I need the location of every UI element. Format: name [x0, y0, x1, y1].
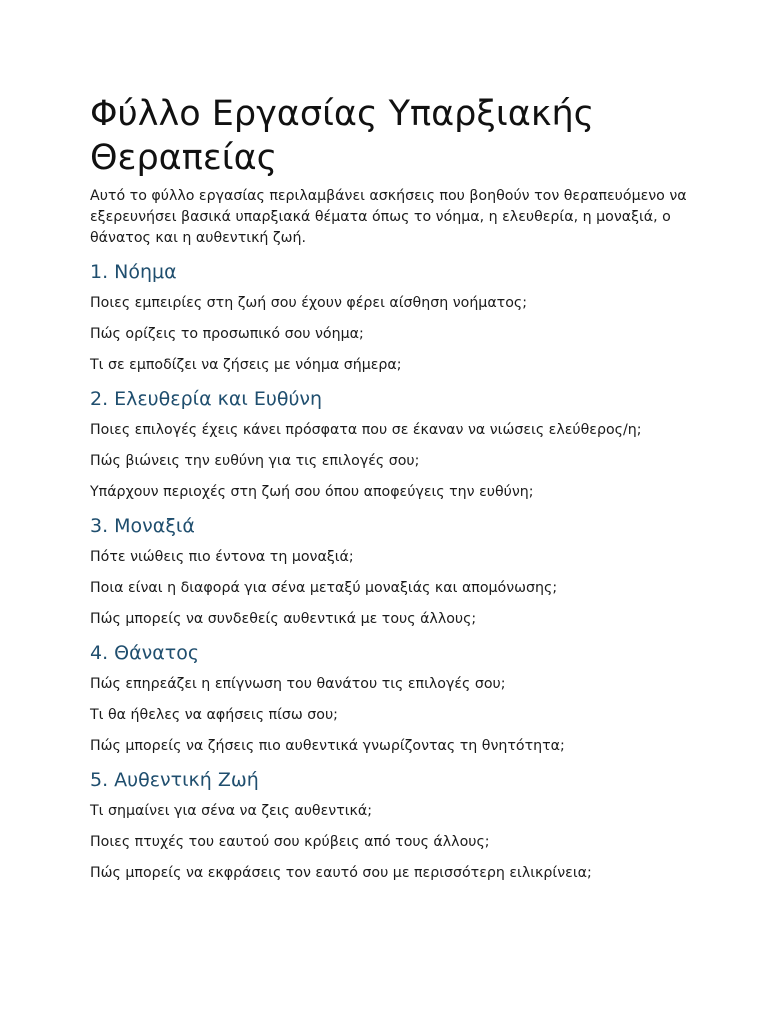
intro-paragraph: Αυτό το φύλλο εργασίας περιλαμβάνει ασκήσεις που βοηθούν τον θεραπευόμενο να εξερευνήσει βασικά υπαρξιακά θέματα όπως το νόημα, η ελευθερία, η μοναξιά, ο θάνατος και η αυθεντική ζωή. — [90, 188, 687, 246]
question-item: Ποια είναι η διαφορά για σένα μεταξύ μοναξιάς και απομόνωσης; — [90, 580, 558, 596]
question-item: Πώς μπορείς να ζήσεις πιο αυθεντικά γνωρίζοντας τη θνητότητα; — [90, 738, 565, 754]
document-title: Φύλλο Εργασίας Υπαρξιακής Θεραπείας — [90, 94, 595, 178]
question-item: Τι σε εμποδίζει να ζήσεις με νόημα σήμερα; — [90, 357, 402, 373]
question-item: Πώς επηρεάζει η επίγνωση του θανάτου τις επιλογές σου; — [90, 676, 506, 692]
question-item: Πώς ορίζεις το προσωπικό σου νόημα; — [90, 326, 364, 342]
section-heading: 2. Ελευθερία και Ευθύνη — [90, 388, 323, 410]
question-item: Υπάρχουν περιοχές στη ζωή σου όπου αποφεύγεις την ευθύνη; — [90, 484, 534, 500]
question-item: Ποιες εμπειρίες στη ζωή σου έχουν φέρει αίσθηση νοήματος; — [90, 295, 528, 311]
question-item: Τι σημαίνει για σένα να ζεις αυθεντικά; — [90, 803, 373, 819]
section-loneliness — [90, 513, 690, 629]
section-heading: 3. Μοναξιά — [90, 515, 195, 537]
section-death — [90, 640, 690, 756]
question-item: Ποιες επιλογές έχεις κάνει πρόσφατα που σε έκαναν να νιώσεις ελεύθερος/η; — [90, 422, 642, 438]
section-heading: 4. Θάνατος — [90, 642, 199, 664]
question-item: Πώς μπορείς να εκφράσεις τον εαυτό σου με περισσότερη ειλικρίνεια; — [90, 865, 592, 881]
section-meaning — [90, 259, 690, 375]
question-item: Ποιες πτυχές του εαυτού σου κρύβεις από τους άλλους; — [90, 834, 490, 850]
question-item: Πότε νιώθεις πιο έντονα τη μοναξιά; — [90, 549, 354, 565]
question-item: Πώς μπορείς να συνδεθείς αυθεντικά με τους άλλους; — [90, 611, 477, 627]
section-heading: 5. Αυθεντική Ζωή — [90, 769, 259, 791]
question-item: Τι θα ήθελες να αφήσεις πίσω σου; — [90, 707, 338, 723]
section-authentic-life — [90, 767, 690, 883]
section-freedom-responsibility — [90, 386, 690, 502]
section-heading: 1. Νόημα — [90, 261, 177, 283]
document-page — [90, 92, 690, 894]
question-item: Πώς βιώνεις την ευθύνη για τις επιλογές σου; — [90, 453, 420, 469]
